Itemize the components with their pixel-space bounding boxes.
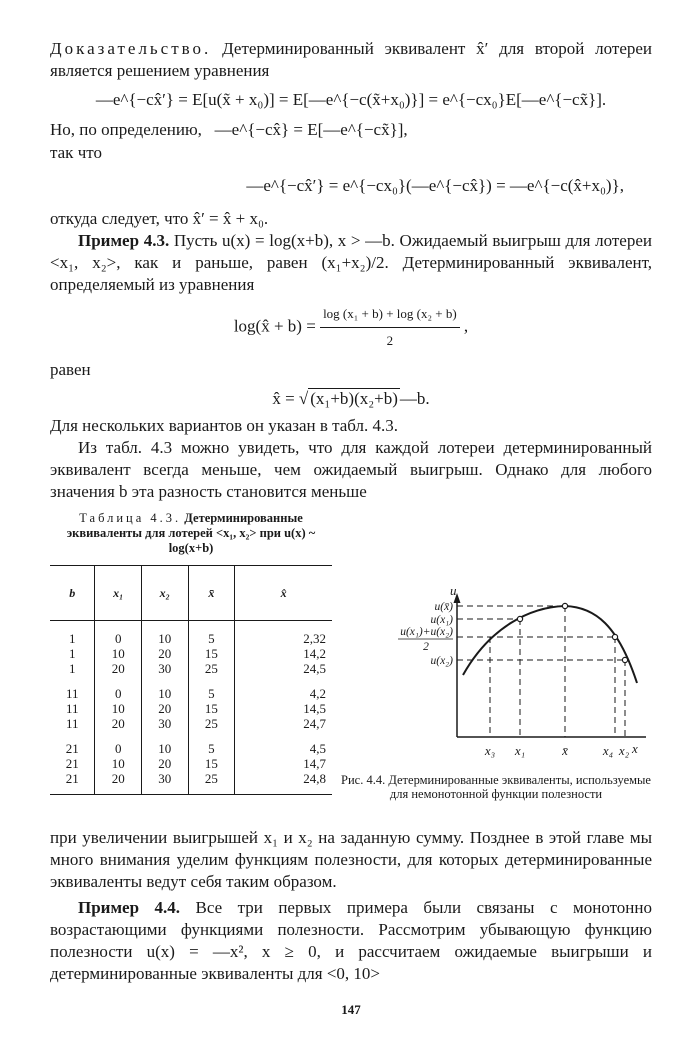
closing-paragraph: при увеличении выигрышей x₁ и x₂ на заданную сумму. Позднее в этой главе мы много внимания уделим функциям полезности, для которых детерминированные эквиваленты ведут себя таким образом.: [50, 828, 652, 891]
table-row: [50, 621, 332, 647]
cell-mean: 15: [188, 701, 235, 716]
equation-5-radicand: (x₁+b)(x₂+b): [310, 389, 398, 408]
tick-x2: x₂: [618, 743, 630, 758]
cell-x1: 0: [95, 621, 142, 647]
label-u-x2: u(x₂): [430, 655, 453, 667]
table-row: [50, 771, 332, 795]
table-4-3: [50, 565, 332, 795]
header-mean: x̄: [188, 566, 235, 621]
equation-4-denominator: 2: [386, 333, 394, 348]
header-x2: x₂: [141, 566, 188, 621]
cell-equivalent: 4,2: [235, 676, 332, 701]
cell-equivalent: 4,5: [235, 731, 332, 756]
equation-5-tail: —b.: [399, 389, 430, 408]
header-b: b: [50, 566, 95, 621]
table-header-row: [50, 566, 332, 621]
table-row: [50, 646, 332, 661]
equation-5-left: x̂ = √: [272, 389, 309, 408]
page-number: 147: [341, 1002, 361, 1017]
word-equal: равен: [50, 360, 91, 379]
cell-equivalent: 14,2: [235, 646, 332, 661]
cell-mean: 25: [188, 716, 235, 731]
cell-equivalent: 24,7: [235, 716, 332, 731]
point-x1: [517, 616, 522, 621]
point-x4: [612, 634, 617, 639]
axis-y-label: u: [450, 583, 457, 598]
example-4-text: Все три первых примера были связаны с монотонно возрастающими функциями полезности. Рассмотрим убывающую функцию полезности u(x) = —x², x ≥ 0, и рассчитаем ожидаемые выигрыши и детерминированные эквиваленты для <0, 10>: [50, 898, 653, 983]
cell-mean: 15: [188, 756, 235, 771]
example-4-title: Пример 4.4.: [78, 898, 181, 917]
cell-x2: 20: [141, 756, 188, 771]
cell-b: 1: [68, 661, 76, 676]
header-equivalent: x̂: [235, 566, 332, 621]
example-3-para2: Из табл. 4.3 можно увидеть, что для каждой лотереи детерминированный эквивалент всегда меньше, чем ожидаемый выигрыш. Однако для любого значения b эта разность становится меньше: [50, 438, 652, 501]
label-u-mean: u(x̄): [434, 601, 453, 613]
cell-equivalent: 2,32: [235, 621, 332, 647]
table-row: [50, 661, 332, 676]
cell-x1: 20: [95, 716, 142, 731]
equation-4-tail: ,: [463, 316, 469, 336]
cell-x2: 10: [141, 731, 188, 756]
label-average-numerator: u(x₁)+u(x₂): [400, 626, 453, 638]
equation-4-left: log(x̂ + b) =: [233, 316, 316, 336]
cell-b: 21: [50, 771, 95, 795]
cell-b: 21: [65, 741, 79, 756]
proof-line3: так что: [50, 143, 102, 162]
tick-x4: x₄: [602, 743, 614, 758]
table-row: [50, 701, 332, 716]
table-caption-text: Детерминированные эквиваленты для лотерей <x₁, x₂> при u(x) ~ log(x+b): [66, 511, 316, 555]
cell-x1: 20: [95, 771, 142, 795]
example-3-text: Пусть u(x) = log(x+b), x > —b. Ожидаемый выигрыш для лотереи <x₁, x₂>, как и раньше, равен (x₁+x₂)/2. Детерминированный эквивалент, определяемый из уравнения: [50, 231, 652, 294]
cell-x1: 0: [95, 731, 142, 756]
table-caption-label: Таблица 4.3.: [79, 511, 182, 525]
cell-x1: 0: [95, 676, 142, 701]
label-u-x1: u(x₁): [430, 614, 453, 626]
table-caption: [50, 511, 332, 556]
header-x1: x₁: [95, 566, 142, 621]
proof-line2: [50, 118, 652, 142]
table-row: [50, 756, 332, 771]
cell-mean: 5: [188, 676, 235, 701]
cell-x1: 20: [95, 661, 142, 676]
cell-equivalent: 14,7: [235, 756, 332, 771]
point-mean: [562, 603, 567, 608]
example-4-paragraph: [50, 897, 652, 985]
equation-5: [50, 387, 652, 411]
cell-x2: 30: [141, 771, 188, 795]
cell-x1: 10: [95, 701, 142, 716]
axis-x-label: x: [632, 741, 638, 756]
cell-b: 21: [65, 756, 79, 771]
proof-line4: откуда следует, что x̂′ = x̂ + x₀.: [50, 209, 269, 228]
tick-x3: x₃: [484, 743, 496, 758]
cell-equivalent: 24,5: [235, 661, 332, 676]
proof-line1: Детерминированный эквивалент x̂′ для второй лотереи является решением уравнения: [50, 39, 653, 80]
equation-4-numerator: log (x₁ + b) + log (x₂ + b): [320, 302, 460, 328]
cell-mean: 25: [188, 771, 235, 795]
cell-x1: 10: [95, 646, 142, 661]
cell-x2: 20: [141, 701, 188, 716]
tick-x1: x₁: [514, 743, 526, 758]
table-row: [50, 731, 332, 756]
figure-caption: Рис. 4.4. Детерминированные эквиваленты, используемые для немонотонной функции полезности: [341, 773, 651, 801]
book-page: [50, 38, 653, 1017]
label-average-denominator: 2: [423, 641, 429, 653]
cell-mean: 15: [188, 646, 235, 661]
table-row: [50, 676, 332, 701]
cell-x2: 20: [141, 646, 188, 661]
cell-mean: 5: [188, 621, 235, 647]
cell-equivalent: 24,8: [235, 771, 332, 795]
cell-b: 1: [68, 631, 76, 646]
cell-b: 11: [65, 701, 79, 716]
guide-lines: [457, 606, 625, 737]
table-figure-block: [50, 511, 652, 817]
cell-x1: 10: [95, 756, 142, 771]
cell-mean: 25: [188, 661, 235, 676]
cell-x2: 30: [141, 661, 188, 676]
equation-3: —e^{−cx̂′} = e^{−cx₀}(—e^{−cx̂}) = —e^{−c(x̂+x₀)},: [246, 176, 624, 195]
cell-x2: 10: [141, 621, 188, 647]
cell-mean: 5: [188, 731, 235, 756]
equation-1: —e^{−cx̂′} = E[u(x̃ + x₀)] = E[—e^{−c(x̃+x₀)}] = e^{−cx₀}E[—e^{−cx̃}].: [95, 90, 607, 109]
cell-b: 11: [65, 716, 79, 731]
example-3-title: Пример 4.3.: [78, 231, 170, 250]
proof-lead: Доказательство.: [50, 39, 212, 58]
point-x2: [622, 657, 627, 662]
utility-curve: [463, 606, 637, 683]
cell-x2: 30: [141, 716, 188, 731]
proof-line2-prefix: Но, по определению,: [50, 120, 202, 139]
equation-4: [50, 302, 652, 353]
proof-paragraph: [50, 38, 652, 82]
cell-b: 11: [65, 686, 79, 701]
table-row: [50, 716, 332, 731]
example-3-after: Для нескольких вариантов он указан в табл. 4.3.: [50, 416, 399, 435]
cell-b: 1: [68, 646, 76, 661]
tick-mean: x̄: [562, 743, 568, 758]
cell-x2: 10: [141, 676, 188, 701]
equation-4-fraction: [320, 302, 460, 353]
equation-2: —e^{−cx̂} = E[—e^{−cx̃}],: [214, 120, 408, 139]
cell-equivalent: 14,5: [235, 701, 332, 716]
example-3-paragraph: [50, 230, 652, 296]
